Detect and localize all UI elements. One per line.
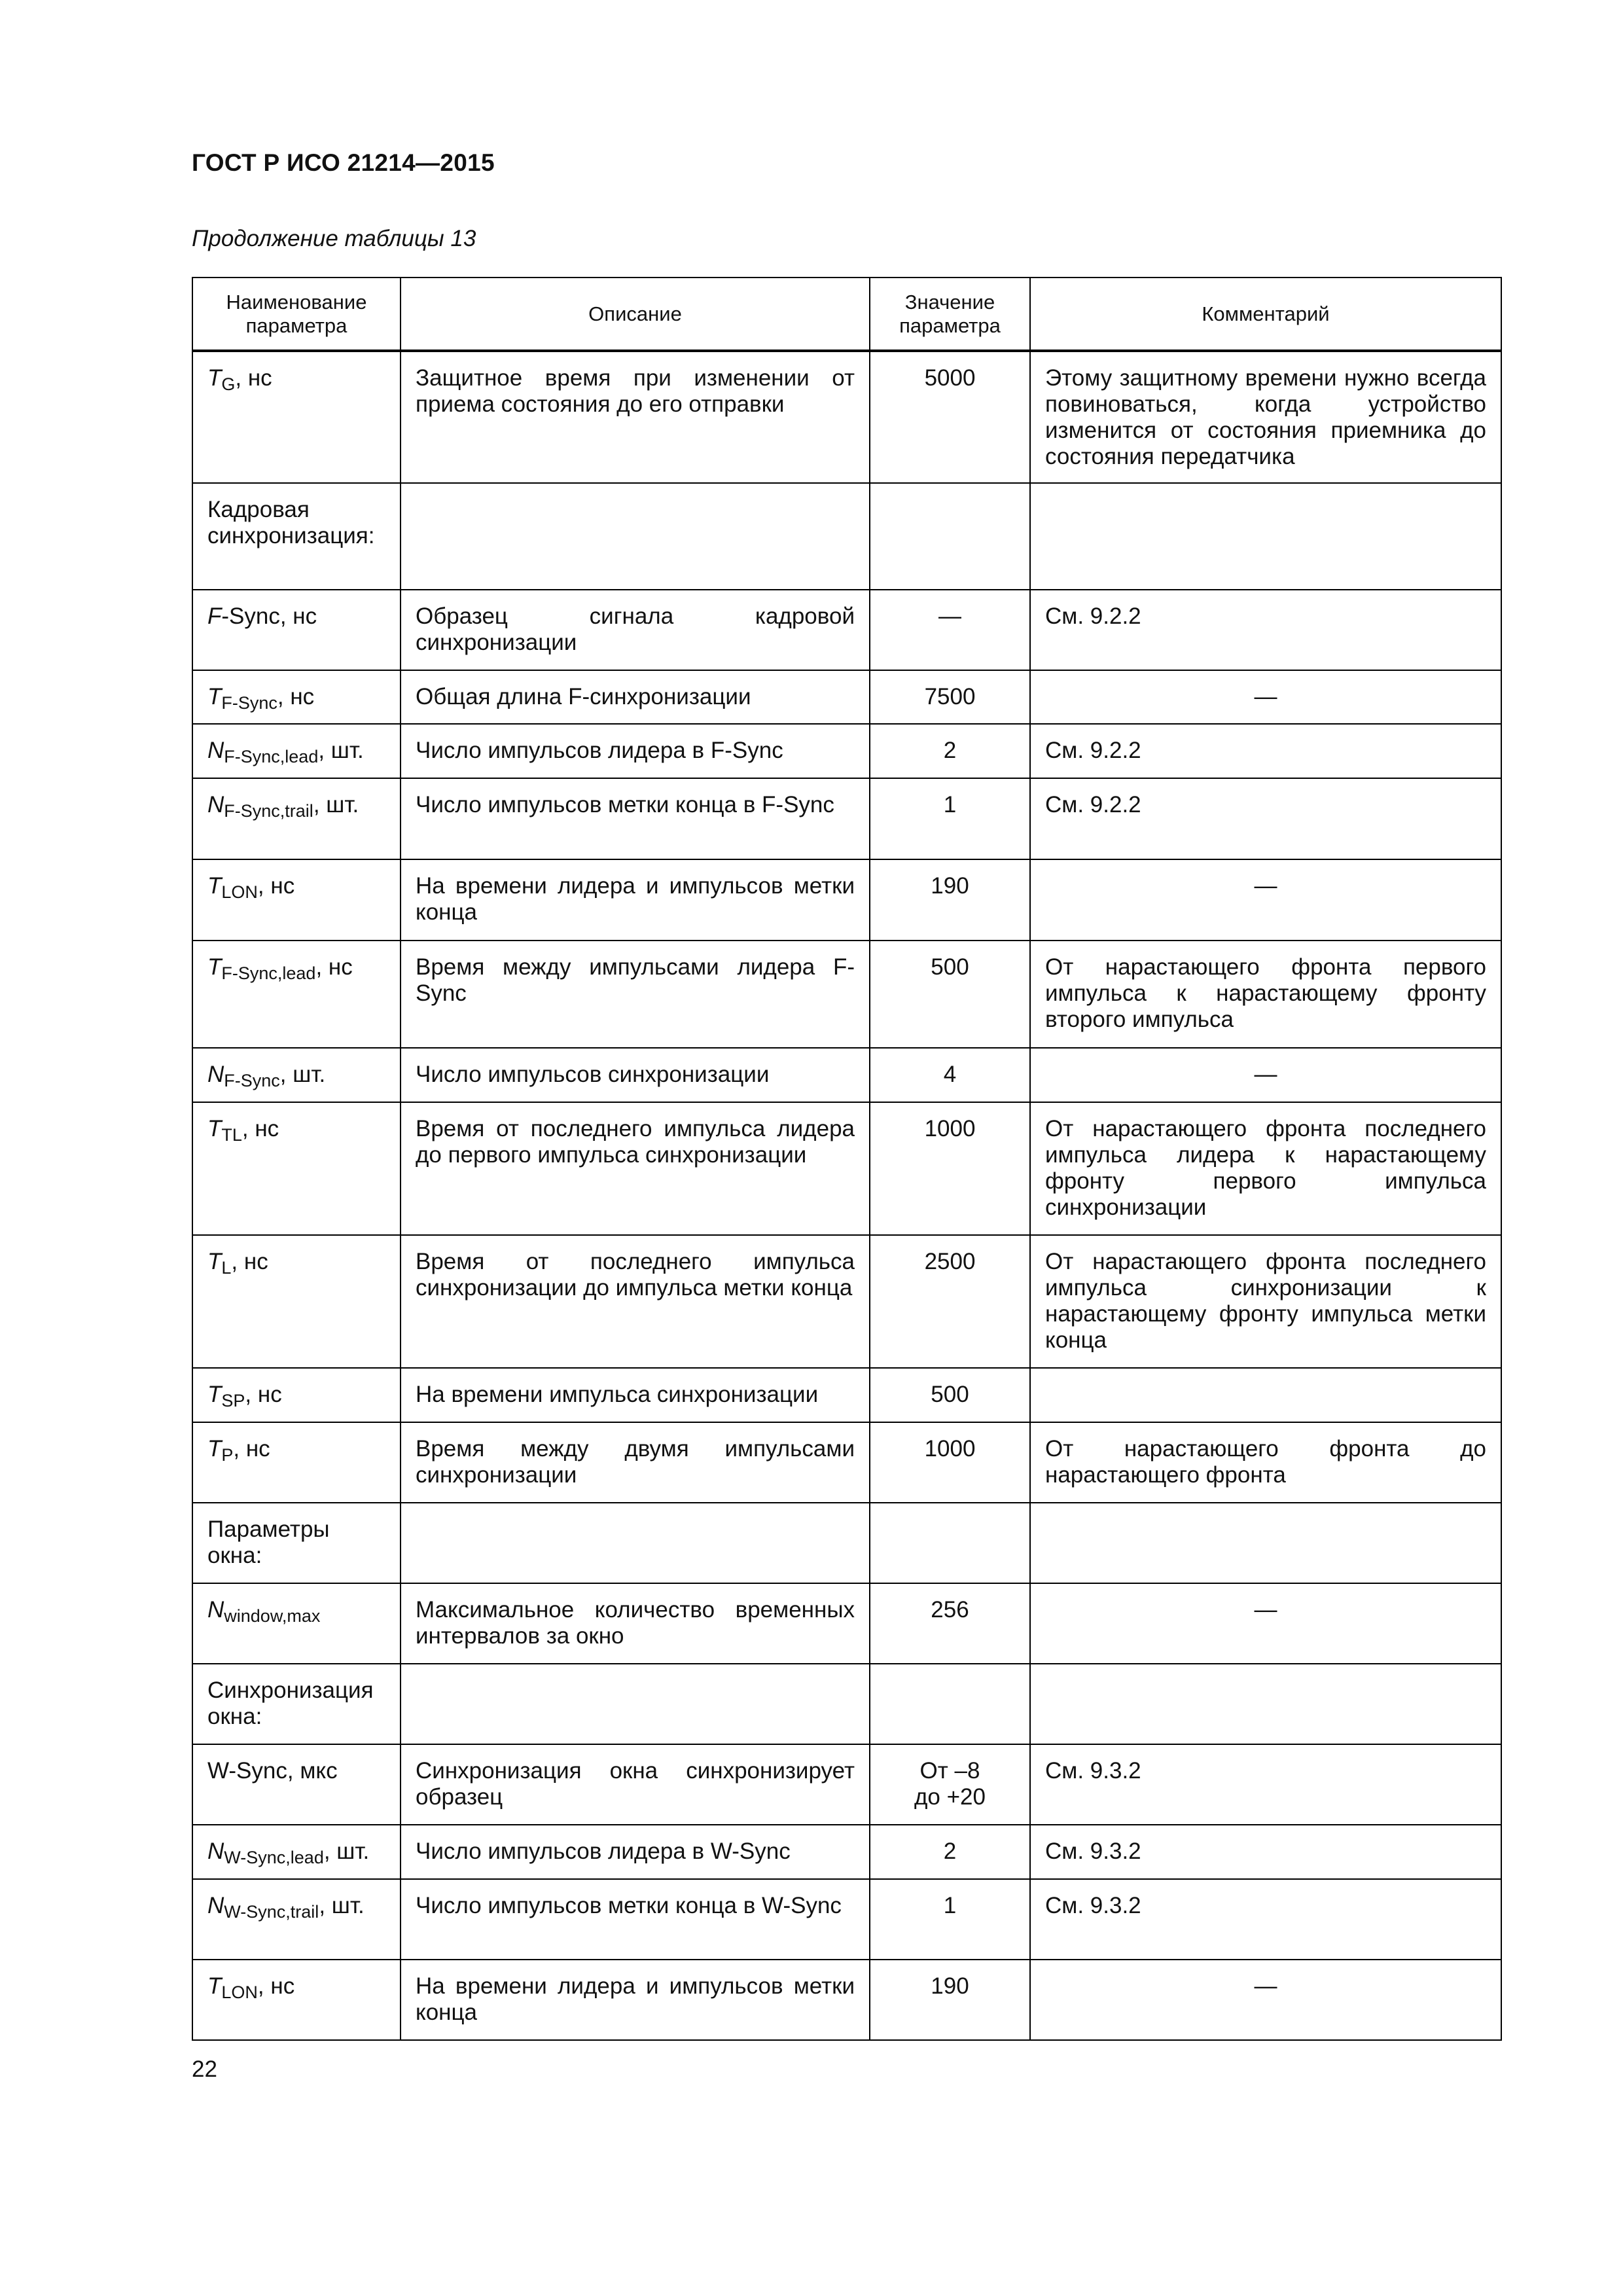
parameter-symbol: N: [207, 1597, 224, 1623]
parameters-table: [192, 277, 1502, 2041]
parameter-symbol: T: [207, 954, 222, 980]
value-cell: [870, 1503, 1030, 1583]
value-cell: [870, 1664, 1030, 1744]
table-row: [192, 1960, 1501, 2040]
parameter-name-cell: [192, 1368, 401, 1422]
description-cell: Образец сигнала кадровой синхронизации: [401, 590, 870, 670]
parameter-name-cell: [192, 941, 401, 1048]
value-cell: 7500: [870, 670, 1030, 724]
header-value: Значение параметра: [870, 278, 1030, 351]
table-row: [192, 1235, 1501, 1368]
parameter-name-cell: [192, 724, 401, 778]
parameter-unit: Кадровая синхронизация:: [207, 497, 375, 548]
value-cell: 1000: [870, 1102, 1030, 1235]
table-row: [192, 1664, 1501, 1744]
table-row: [192, 859, 1501, 941]
parameter-subscript: LON: [221, 1982, 258, 2002]
table-row: [192, 1048, 1501, 1102]
document-code: ГОСТ Р ИСО 21214—2015: [192, 149, 495, 176]
comment-cell: [1030, 1368, 1501, 1422]
header-description: Описание: [401, 278, 870, 351]
parameter-unit: , нс: [241, 1116, 279, 1141]
value-cell: 190: [870, 1960, 1030, 2040]
parameter-name-cell: [192, 1664, 401, 1744]
table-header-row: [192, 278, 1501, 351]
parameter-subscript: L: [221, 1258, 232, 1278]
value-cell: —: [870, 590, 1030, 670]
parameter-unit: , нс: [257, 873, 295, 899]
parameter-name-cell: [192, 1102, 401, 1235]
parameter-name-cell: [192, 1583, 401, 1664]
table-row: [192, 483, 1501, 590]
parameter-unit: , шт.: [318, 738, 364, 763]
parameter-name-cell: [192, 1503, 401, 1583]
table-row: [192, 1583, 1501, 1664]
comment-cell: От нарастающего фронта последнего импульса синхронизации к нарастающему фронту импульса метки конца: [1030, 1235, 1501, 1368]
parameter-name-cell: [192, 859, 401, 941]
comment-cell: От нарастающего фронта первого импульса к нарастающему фронту второго импульса: [1030, 941, 1501, 1048]
value-cell: 2: [870, 724, 1030, 778]
description-cell: Число импульсов метки конца в W-Sync: [401, 1879, 870, 1960]
parameter-unit: -Sync, нс: [221, 603, 317, 629]
parameter-name-cell: [192, 1825, 401, 1879]
parameter-unit: , шт.: [313, 792, 359, 817]
comment-cell: См. 9.2.2: [1030, 724, 1501, 778]
comment-cell: См. 9.2.2: [1030, 778, 1501, 859]
description-cell: Время от последнего импульса лидера до первого импульса синхронизации: [401, 1102, 870, 1235]
parameter-symbol: T: [207, 365, 222, 391]
parameter-subscript: F-Sync,trail: [224, 801, 313, 821]
parameter-subscript: F-Sync,lead: [221, 963, 316, 983]
description-cell: Число импульсов лидера в W-Sync: [401, 1825, 870, 1879]
comment-cell: —: [1030, 859, 1501, 941]
description-cell: Время между двумя импульсами синхронизации: [401, 1422, 870, 1503]
value-cell: 1000: [870, 1422, 1030, 1503]
value-cell: 1: [870, 778, 1030, 859]
parameter-symbol: T: [207, 684, 222, 709]
description-cell: Максимальное количество временных интервалов за окно: [401, 1583, 870, 1664]
parameter-name-cell: [192, 1744, 401, 1825]
description-cell: [401, 1503, 870, 1583]
parameter-unit: W-Sync, мкс: [207, 1758, 338, 1784]
table-row: [192, 724, 1501, 778]
table-row: [192, 1879, 1501, 1960]
table-row: [192, 778, 1501, 859]
parameter-subscript: G: [221, 374, 236, 394]
comment-cell: Этому защитному времени нужно всегда повиноваться, когда устройство изменится от состояния приемника до состояния передатчика: [1030, 351, 1501, 483]
parameter-symbol: T: [207, 1116, 222, 1141]
parameter-name-cell: [192, 483, 401, 590]
parameter-subscript: LON: [221, 882, 258, 902]
parameter-unit: , нс: [245, 1382, 282, 1407]
comment-cell: —: [1030, 1583, 1501, 1664]
parameter-unit: , нс: [231, 1249, 268, 1274]
parameter-symbol: T: [207, 1973, 222, 1999]
description-cell: Общая длина F-синхронизации: [401, 670, 870, 724]
value-cell: 256: [870, 1583, 1030, 1664]
parameter-name-cell: [192, 1422, 401, 1503]
value-cell: 5000: [870, 351, 1030, 483]
value-cell: 190: [870, 859, 1030, 941]
parameter-symbol: N: [207, 1893, 224, 1918]
parameter-symbol: N: [207, 738, 224, 763]
parameter-symbol: N: [207, 792, 224, 817]
description-cell: Время от последнего импульса синхронизации до импульса метки конца: [401, 1235, 870, 1368]
page-number: 22: [192, 2056, 217, 2082]
description-cell: Защитное время при изменении от приема состояния до его отправки: [401, 351, 870, 483]
parameter-subscript: F-Sync: [221, 693, 277, 713]
value-cell: 500: [870, 1368, 1030, 1422]
parameter-symbol: T: [207, 1249, 222, 1274]
parameter-name-cell: [192, 670, 401, 724]
value-cell: 4: [870, 1048, 1030, 1102]
parameter-unit: , нс: [235, 365, 272, 391]
comment-cell: —: [1030, 1960, 1501, 2040]
parameter-subscript: P: [221, 1445, 234, 1465]
value-cell: От –8 до +20: [870, 1744, 1030, 1825]
parameter-subscript: W-Sync,lead: [224, 1848, 324, 1867]
parameter-subscript: window,max: [224, 1606, 321, 1626]
header-comment: Комментарий: [1030, 278, 1501, 351]
parameter-unit: Параметры окна:: [207, 1516, 330, 1568]
comment-cell: От нарастающего фронта до нарастающего фронта: [1030, 1422, 1501, 1503]
table-row: [192, 590, 1501, 670]
parameter-unit: Синхронизация окна:: [207, 1677, 374, 1729]
description-cell: Число импульсов метки конца в F-Sync: [401, 778, 870, 859]
parameter-unit: , нс: [315, 954, 353, 980]
parameter-unit: , нс: [277, 684, 315, 709]
description-cell: Число импульсов лидера в F-Sync: [401, 724, 870, 778]
table-row: [192, 941, 1501, 1048]
table-row: [192, 1422, 1501, 1503]
parameter-subscript: TL: [221, 1125, 242, 1145]
parameter-symbol: T: [207, 1436, 222, 1462]
header-parameter-name: Наименование параметра: [192, 278, 401, 351]
table-row: [192, 1102, 1501, 1235]
description-cell: [401, 1664, 870, 1744]
comment-cell: [1030, 1503, 1501, 1583]
parameter-name-cell: [192, 590, 401, 670]
comment-cell: [1030, 1664, 1501, 1744]
parameter-symbol: F: [207, 603, 222, 629]
description-cell: На времени лидера и импульсов метки конца: [401, 1960, 870, 2040]
comment-cell: См. 9.3.2: [1030, 1825, 1501, 1879]
parameter-name-cell: [192, 1960, 401, 2040]
table-row: [192, 1368, 1501, 1422]
comment-cell: См. 9.3.2: [1030, 1879, 1501, 1960]
parameter-unit: , шт.: [279, 1062, 326, 1087]
parameter-unit: , нс: [257, 1973, 295, 1999]
table-row: [192, 1825, 1501, 1879]
table-row: [192, 1503, 1501, 1583]
table-row: [192, 670, 1501, 724]
parameter-unit: , шт.: [319, 1893, 365, 1918]
parameter-symbol: T: [207, 873, 222, 899]
parameter-name-cell: [192, 1048, 401, 1102]
description-cell: [401, 483, 870, 590]
parameter-subscript: F-Sync: [224, 1071, 280, 1090]
parameter-unit: , шт.: [323, 1839, 370, 1864]
comment-cell: См. 9.2.2: [1030, 590, 1501, 670]
comment-cell: От нарастающего фронта последнего импульса лидера к нарастающему фронту первого импульса синхронизации: [1030, 1102, 1501, 1235]
parameter-symbol: N: [207, 1839, 224, 1864]
parameter-subscript: F-Sync,lead: [224, 747, 319, 766]
parameter-name-cell: [192, 1235, 401, 1368]
table-row: [192, 351, 1501, 483]
comment-cell: См. 9.3.2: [1030, 1744, 1501, 1825]
description-cell: На времени лидера и импульсов метки конца: [401, 859, 870, 941]
parameter-subscript: SP: [221, 1391, 245, 1410]
table-row: [192, 1744, 1501, 1825]
parameter-name-cell: [192, 1879, 401, 1960]
value-cell: 500: [870, 941, 1030, 1048]
value-cell: 1: [870, 1879, 1030, 1960]
value-cell: 2500: [870, 1235, 1030, 1368]
parameter-name-cell: [192, 778, 401, 859]
comment-cell: [1030, 483, 1501, 590]
parameter-subscript: W-Sync,trail: [224, 1902, 319, 1922]
comment-cell: —: [1030, 1048, 1501, 1102]
description-cell: Число импульсов синхронизации: [401, 1048, 870, 1102]
parameter-unit: , нс: [233, 1436, 270, 1462]
parameter-symbol: T: [207, 1382, 222, 1407]
description-cell: Время между импульсами лидера F-Sync: [401, 941, 870, 1048]
parameter-symbol: N: [207, 1062, 224, 1087]
comment-cell: —: [1030, 670, 1501, 724]
value-cell: 2: [870, 1825, 1030, 1879]
description-cell: Синхронизация окна синхронизирует образец: [401, 1744, 870, 1825]
parameter-name-cell: [192, 351, 401, 483]
value-cell: [870, 483, 1030, 590]
table-caption: Продолжение таблицы 13: [192, 226, 476, 251]
description-cell: На времени импульса синхронизации: [401, 1368, 870, 1422]
